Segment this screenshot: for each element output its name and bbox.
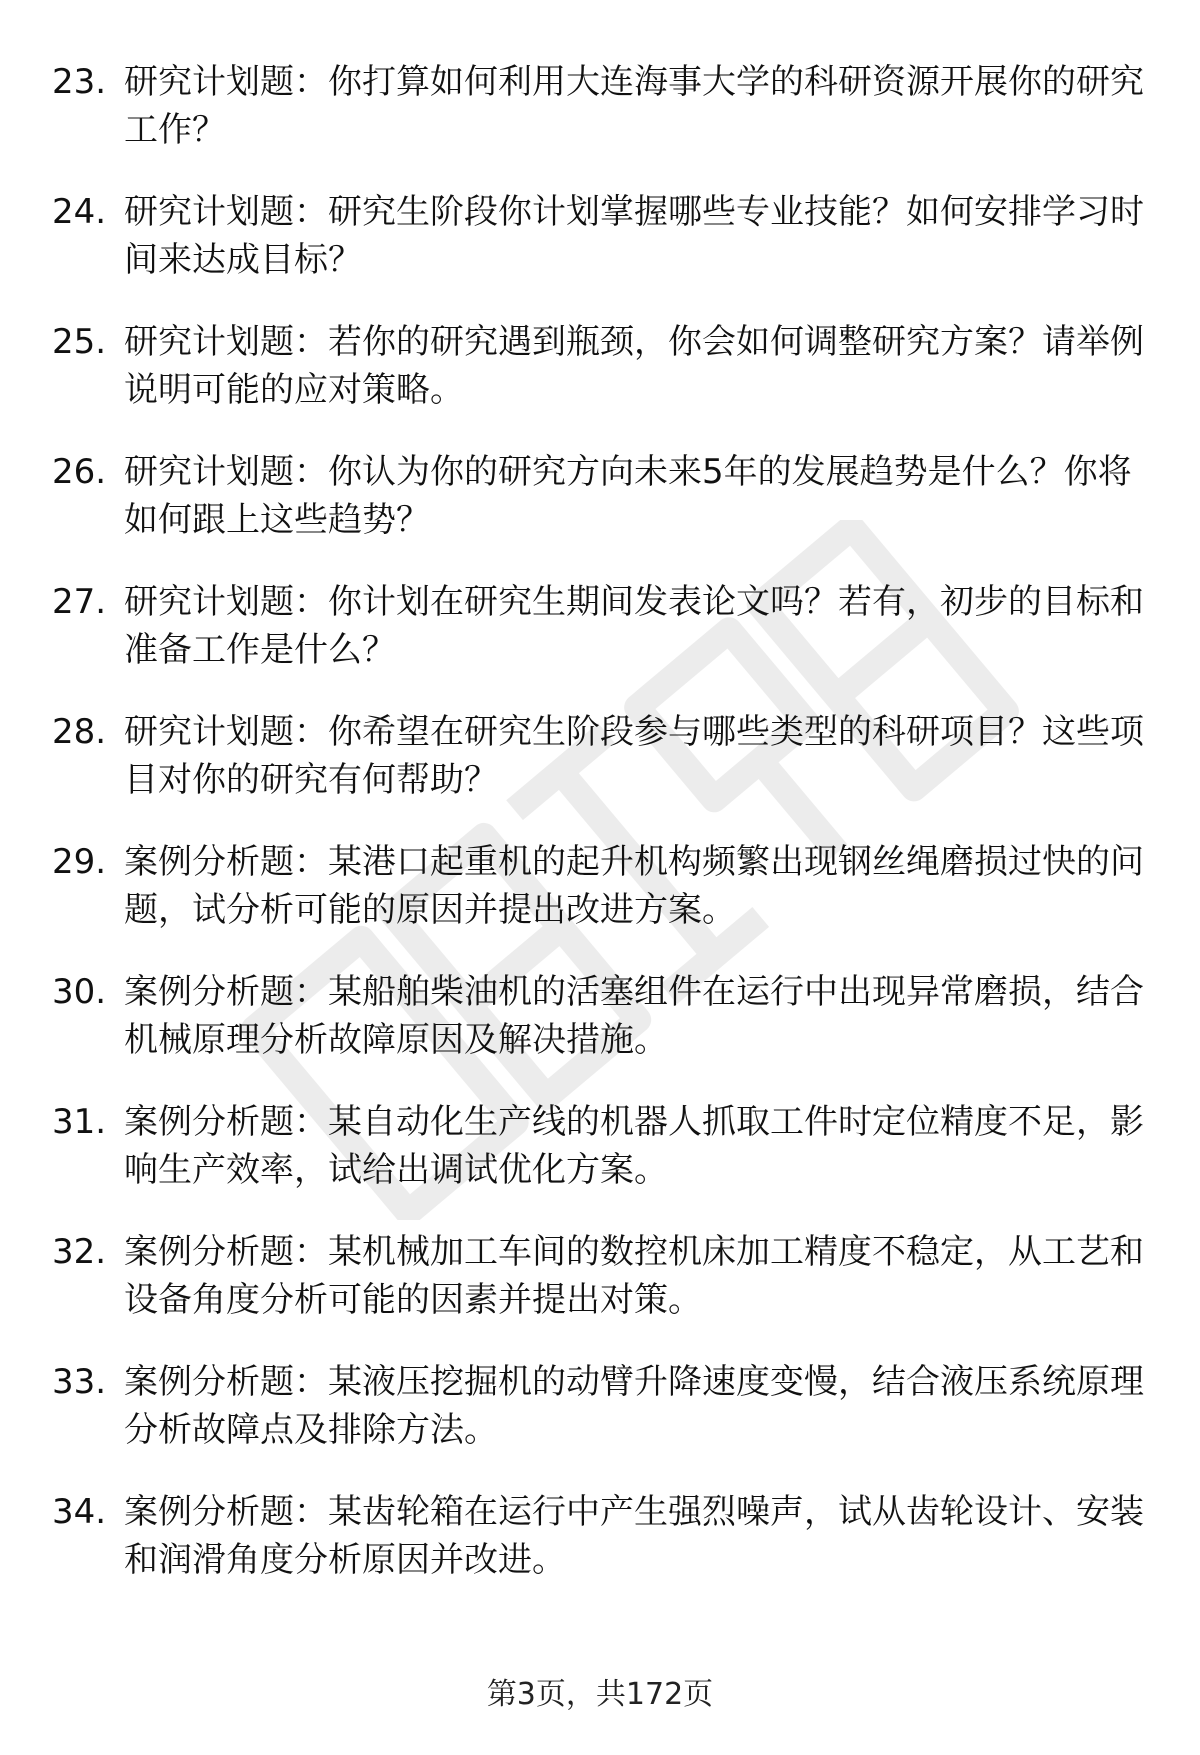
question-item [52, 1098, 1162, 1194]
question-item [52, 58, 1162, 154]
question-text: 案例分析题：某港口起重机的起升机构频繁出现钢丝绳磨损过快的问题，试分析可能的原因并提出改进方案。 [124, 842, 1144, 930]
question-item [52, 188, 1162, 284]
question-number: 29. [52, 842, 107, 882]
question-item [52, 578, 1162, 674]
question-item [52, 1358, 1162, 1454]
question-item [52, 1228, 1162, 1324]
question-text: 研究计划题：研究生阶段你计划掌握哪些专业技能？如何安排学习时间来达成目标？ [124, 192, 1144, 280]
question-number: 25. [52, 322, 107, 362]
page-number: 第3页，共172页 [486, 1677, 714, 1712]
question-text: 案例分析题：某船舶柴油机的活塞组件在运行中出现异常磨损，结合机械原理分析故障原因及解决措施。 [124, 972, 1144, 1060]
question-number: 33. [52, 1362, 107, 1402]
question-number: 30. [52, 972, 107, 1012]
question-item [52, 318, 1162, 414]
question-list [52, 58, 1162, 1618]
question-text: 案例分析题：某机械加工车间的数控机床加工精度不稳定，从工艺和设备角度分析可能的因素并提出对策。 [124, 1232, 1144, 1320]
question-item [52, 708, 1162, 804]
question-text: 案例分析题：某自动化生产线的机器人抓取工件时定位精度不足，影响生产效率，试给出调试优化方案。 [124, 1102, 1144, 1190]
question-number: 32. [52, 1232, 107, 1272]
question-item [52, 448, 1162, 544]
question-text: 研究计划题：你认为你的研究方向未来5年的发展趋势是什么？你将如何跟上这些趋势？ [124, 452, 1132, 540]
question-text: 研究计划题：你计划在研究生期间发表论文吗？若有，初步的目标和准备工作是什么？ [124, 582, 1144, 670]
question-item [52, 838, 1162, 934]
question-number: 23. [52, 62, 107, 102]
question-number: 28. [52, 712, 107, 752]
question-text: 案例分析题：某齿轮箱在运行中产生强烈噪声，试从齿轮设计、安装和润滑角度分析原因并改进。 [124, 1492, 1144, 1580]
question-number: 26. [52, 452, 107, 492]
question-number: 24. [52, 192, 107, 232]
question-text: 研究计划题：若你的研究遇到瓶颈，你会如何调整研究方案？请举例说明可能的应对策略。 [124, 322, 1144, 410]
question-text: 研究计划题：你希望在研究生阶段参与哪些类型的科研项目？这些项目对你的研究有何帮助？ [124, 712, 1144, 800]
question-text: 案例分析题：某液压挖掘机的动臂升降速度变慢，结合液压系统原理分析故障点及排除方法。 [124, 1362, 1144, 1450]
question-number: 34. [52, 1492, 107, 1532]
question-number: 31. [52, 1102, 107, 1142]
question-text: 研究计划题：你打算如何利用大连海事大学的科研资源开展你的研究工作？ [124, 62, 1144, 150]
question-number: 27. [52, 582, 107, 622]
question-item [52, 968, 1162, 1064]
question-item [52, 1488, 1162, 1584]
